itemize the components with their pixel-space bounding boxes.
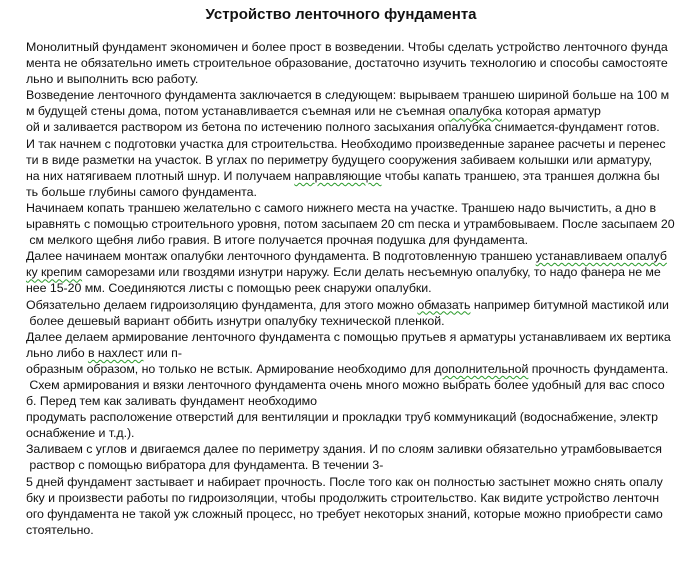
text-line: оснабжение и т.д.). [26,426,135,441]
text-segment: на них натягиваем плотный шнур. И получаем [26,168,295,183]
text-line [26,103,676,119]
text-line: продумать расположение отверстий для вентиляции и прокладки труб коммуникаций (водоснабжение, электр [26,410,658,425]
text-line: Монолитный фундамент экономичен и более прост в возведении. Чтобы сделать устройство ленточного фунда [26,40,668,54]
document-body [26,39,676,538]
text-line: раствор с помощью вибратора для фундамента. В течении 3- [26,458,384,473]
text-line: ть больше глубины самого фундамента. [26,184,257,199]
text-line [26,297,676,313]
spellcheck-underlined-word: в нахлест [87,345,144,360]
text-line: льно и выполнить всю работу. [26,72,199,87]
text-line [26,345,676,361]
text-line: нее 15-20 мм. Соединяются листы с помощью реек снаружи опалубки. [26,281,432,296]
text-line: ыравнять с помощью строительного уровня, потом засыпаем 20 cm песка и утрамбовываем. После засыпаем 20 [26,217,675,232]
text-line: 5 дней фундамент застывает и набирает прочность. После того как он полностью застынет можно снять опалу [26,474,663,489]
text-line: Возведение ленточного фундамента заключается в следующем: вырываем траншею шириной больше на 100 м [26,88,670,103]
text-segment: м будущей стены дома, потом устанавливается съемная или не съемная [26,104,449,119]
text-segment: чтобы капать траншею, эта траншея должна бы [381,168,660,183]
text-line: Начинаем копать траншею желательно с самого нижнего места на участке. Траншею надо вычистить, а дно в [26,200,657,215]
spellcheck-underlined-word: направляющие [294,168,382,183]
text-line: ого фундамента не такой уж сложный процесс, но требует некоторых знаний, которые можно приобрести само [26,506,663,521]
spellcheck-underlined-word: обмазать [417,297,471,312]
text-line: бку и произвести работы по гидроизоляции, чтобы продолжить строительство. Как видите устройство ленточн [26,490,659,505]
text-line: стоятельно. [26,522,94,537]
document-title: Устройство ленточного фундамента [205,6,477,23]
text-line [26,264,676,280]
text-line [26,248,676,264]
text-line: более дешевый вариант оббить изнутри опалубку технической пленкой. [26,313,445,328]
text-segment: например битумной мастикой или [470,297,669,312]
text-segment: образным образом, но только не встык. Армирование необходимо для [26,361,435,376]
spellcheck-underlined-word: опалубка [448,104,502,119]
text-line: Схем армирования и вязки ленточного фундамента очень много можно выбрать более удобный для вас спосо [26,377,665,392]
spellcheck-underlined-word: дополнительной [434,361,529,376]
text-line: б. Перед тем как заливать фундамент необходимо [26,394,317,409]
spellcheck-underlined-word: ку крепим [26,265,83,280]
text-line: см мелкого щебня либо гравия. В итоге получается прочная подушка для фундамента. [26,233,529,248]
text-segment: льно либо [26,345,88,360]
text-line: мента не обязательно иметь строительное образование, достаточно изучить технологию и способы самостояте [26,56,668,71]
text-line: ти в виде разметки на участок. В углах по периметру будущего сооружения забиваем колышки или арматуру, [26,152,653,167]
text-line: Далее делаем армирование ленточного фундамента с помощью прутьев я арматуры устанавливаем их вертика [26,329,671,344]
spellcheck-underlined-word: устанавливаем опалуб [535,249,667,264]
text-segment: или п- [143,345,182,360]
text-line [26,168,676,184]
text-segment: прочность фундамента. [528,361,669,376]
text-segment: саморезами или гвоздями изнутри наружу. Если делать несъемную опалубку, то надо фанера не ме [82,265,661,280]
text-line: ой и заливается раствором из бетона по истечению полного засыхания опалубка снимается-фундамент готов. [26,120,660,135]
text-line: Заливаем с углов и двигаемся далее по периметру здания. И по слоям заливки обязательно утрамбовывается [26,442,662,457]
text-segment: Далее начинаем монтаж опалубки ленточного фундамента. В подготовленную траншею [26,249,536,264]
text-line: И так начнем с подготовки участка для строительства. Необходимо произведенные заранее расчеты и перенес [26,136,666,151]
text-segment: Обязательно делаем гидроизоляцию фундамента, для этого можно [26,297,418,312]
text-line [26,361,676,377]
text-segment: которая арматур [501,104,601,119]
